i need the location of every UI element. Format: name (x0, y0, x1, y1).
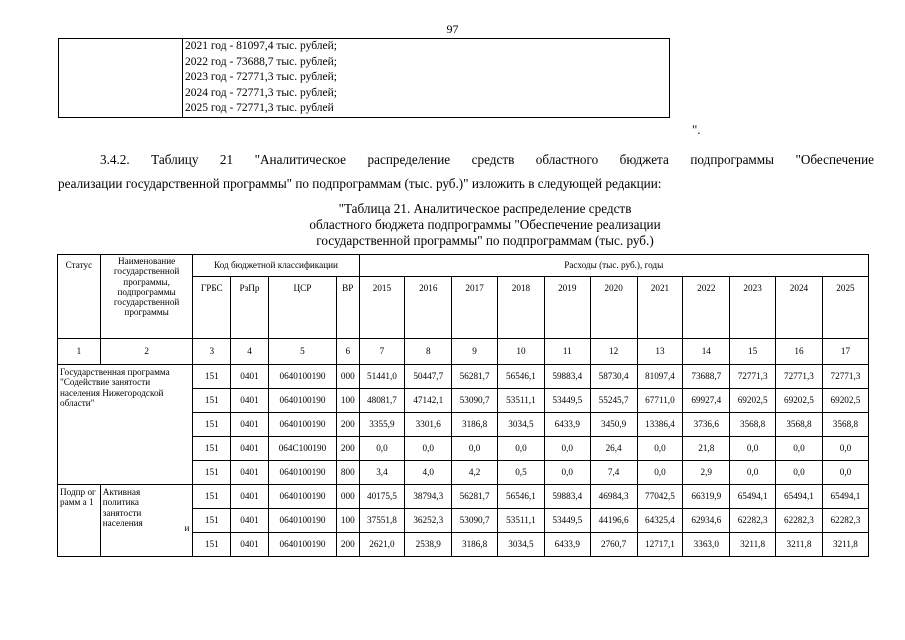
col-number: 15 (730, 339, 776, 365)
expense-cell: 46984,3 (590, 485, 637, 509)
header-rzpr: РзПр (231, 277, 269, 339)
grbs-cell: 151 (193, 437, 231, 461)
grbs-cell: 151 (193, 461, 231, 485)
expense-cell: 69927,4 (683, 389, 730, 413)
header-year: 2017 (452, 277, 498, 339)
closing-quote: ". (692, 122, 701, 137)
expense-cell: 69202,5 (730, 389, 776, 413)
header-grbs: ГРБС (193, 277, 231, 339)
empty-cell (59, 39, 183, 118)
expense-cell: 3034,5 (498, 533, 545, 557)
rzpr-cell: 0401 (231, 389, 269, 413)
expense-cell: 64325,4 (637, 509, 683, 533)
expense-cell: 59883,4 (544, 365, 590, 389)
header-vr: ВР (337, 277, 359, 339)
expense-cell: 2621,0 (359, 533, 405, 557)
expense-cell: 62282,3 (776, 509, 823, 533)
expense-cell: 7,4 (590, 461, 637, 485)
col-number: 11 (544, 339, 590, 365)
expense-cell: 0,5 (498, 461, 545, 485)
expense-cell: 37551,8 (359, 509, 405, 533)
table-title-line: областного бюджета подпрограммы "Обеспечение реализации (309, 217, 661, 232)
expense-cell: 0,0 (776, 437, 823, 461)
expense-cell: 53511,1 (498, 509, 545, 533)
header-year: 2015 (359, 277, 405, 339)
grbs-cell: 151 (193, 389, 231, 413)
expense-cell: 0,0 (776, 461, 823, 485)
funding-line: 2022 год - 73688,7 тыс. рублей; (185, 55, 337, 68)
col-number: 4 (231, 339, 269, 365)
col-number: 2 (100, 339, 193, 365)
col-number: 8 (405, 339, 452, 365)
expense-cell: 4,0 (405, 461, 452, 485)
header-csr: ЦСР (268, 277, 336, 339)
col-number: 6 (337, 339, 359, 365)
expense-cell: 53449,5 (544, 509, 590, 533)
expense-cell: 53449,5 (544, 389, 590, 413)
rzpr-cell: 0401 (231, 461, 269, 485)
rzpr-cell: 0401 (231, 485, 269, 509)
expense-cell: 65494,1 (822, 485, 868, 509)
expense-cell: 56546,1 (498, 365, 545, 389)
expense-cell: 72771,3 (776, 365, 823, 389)
csr-cell: 0640100190 (268, 533, 336, 557)
expense-cell: 44196,6 (590, 509, 637, 533)
csr-cell: 0640100190 (268, 485, 336, 509)
expense-cell: 67711,0 (637, 389, 683, 413)
col-number: 1 (58, 339, 101, 365)
col-number: 9 (452, 339, 498, 365)
vr-cell: 000 (337, 485, 359, 509)
expense-cell: 2538,9 (405, 533, 452, 557)
expense-cell: 0,0 (544, 461, 590, 485)
expense-cell: 0,0 (637, 437, 683, 461)
expense-cell: 0,0 (452, 437, 498, 461)
expense-cell: 62934,6 (683, 509, 730, 533)
expense-cell: 81097,4 (637, 365, 683, 389)
expense-cell: 53511,1 (498, 389, 545, 413)
expense-cell: 3211,8 (822, 533, 868, 557)
funding-line: 2024 год - 72771,3 тыс. рублей; (185, 86, 337, 99)
expense-cell: 12717,1 (637, 533, 683, 557)
expense-cell: 62282,3 (730, 509, 776, 533)
expense-cell: 3211,8 (730, 533, 776, 557)
status-cell: Государственная программа "Содействие занятости населения Нижегородской области" (58, 365, 193, 485)
expense-cell: 2,9 (683, 461, 730, 485)
table-row (58, 485, 869, 509)
table-title-line: "Таблица 21. Аналитическое распределение средств (338, 201, 632, 216)
header-budget-code: Код бюджетной классификации (193, 255, 359, 277)
expense-cell: 3034,5 (498, 413, 545, 437)
subprogram-1-group (58, 485, 869, 557)
rzpr-cell: 0401 (231, 413, 269, 437)
expense-cell: 73688,7 (683, 365, 730, 389)
expense-cell: 51441,0 (359, 365, 405, 389)
header-year: 2025 (822, 277, 868, 339)
vr-cell: 200 (337, 413, 359, 437)
expense-cell: 58730,4 (590, 365, 637, 389)
header-name: Наименование государственной программы, подпрограммы государственной программы (100, 255, 193, 339)
col-number: 12 (590, 339, 637, 365)
vr-cell: 100 (337, 389, 359, 413)
expense-cell: 6433,9 (544, 533, 590, 557)
header-year: 2019 (544, 277, 590, 339)
expense-cell: 59883,4 (544, 485, 590, 509)
csr-cell: 0640100190 (268, 389, 336, 413)
col-number: 10 (498, 339, 545, 365)
rzpr-cell: 0401 (231, 509, 269, 533)
funding-line: 2025 год - 72771,3 тыс. рублей (185, 102, 334, 115)
name-cell (100, 485, 193, 557)
expense-cell: 3186,8 (452, 413, 498, 437)
grbs-cell: 151 (193, 509, 231, 533)
expense-cell: 3450,9 (590, 413, 637, 437)
header-year: 2020 (590, 277, 637, 339)
expense-cell: 66319,9 (683, 485, 730, 509)
table-title-line: государственной программы" по подпрограммам (тыс. руб.) (316, 233, 654, 248)
funding-continuation-table (58, 38, 670, 118)
expense-cell: 69202,5 (776, 389, 823, 413)
header-year: 2024 (776, 277, 823, 339)
expense-cell: 0,0 (822, 437, 868, 461)
col-number: 17 (822, 339, 868, 365)
amendment-paragraph-line1: 3.4.2. Таблицу 21 "Аналитическое распределение средств областного бюджета подпрограммы "Обеспечение (100, 152, 874, 167)
csr-cell: 0640100190 (268, 461, 336, 485)
expense-cell: 0,0 (637, 461, 683, 485)
expense-cell: 56546,1 (498, 485, 545, 509)
header-year: 2016 (405, 277, 452, 339)
expense-cell: 0,0 (730, 461, 776, 485)
expense-cell: 48081,7 (359, 389, 405, 413)
expense-cell: 3355,9 (359, 413, 405, 437)
grbs-cell: 151 (193, 413, 231, 437)
expense-cell: 3363,0 (683, 533, 730, 557)
expense-cell: 3568,8 (776, 413, 823, 437)
header-year: 2023 (730, 277, 776, 339)
header-year: 2018 (498, 277, 545, 339)
expense-cell: 38794,3 (405, 485, 452, 509)
expense-cell: 53090,7 (452, 389, 498, 413)
header-year: 2021 (637, 277, 683, 339)
vr-cell: 000 (337, 365, 359, 389)
expense-cell: 65494,1 (776, 485, 823, 509)
expense-cell: 0,0 (822, 461, 868, 485)
expense-cell: 3211,8 (776, 533, 823, 557)
csr-cell: 0640100190 (268, 365, 336, 389)
vr-cell: 200 (337, 437, 359, 461)
rzpr-cell: 0401 (231, 533, 269, 557)
header-year: 2022 (683, 277, 730, 339)
csr-cell: 0640100190 (268, 413, 336, 437)
expense-cell: 36252,3 (405, 509, 452, 533)
vr-cell: 100 (337, 509, 359, 533)
rzpr-cell: 0401 (231, 437, 269, 461)
expense-cell: 3301,6 (405, 413, 452, 437)
expense-cell: 55245,7 (590, 389, 637, 413)
expense-cell: 0,0 (405, 437, 452, 461)
col-number: 5 (268, 339, 336, 365)
grbs-cell: 151 (193, 365, 231, 389)
subprogram-name: Активная политика занятости населения (102, 487, 143, 528)
expense-cell: 0,0 (498, 437, 545, 461)
expense-cell: 56281,7 (452, 485, 498, 509)
vr-cell: 800 (337, 461, 359, 485)
expense-cell: 77042,5 (637, 485, 683, 509)
expense-cell: 0,0 (730, 437, 776, 461)
col-number: 7 (359, 339, 405, 365)
expense-cell: 2760,7 (590, 533, 637, 557)
expense-cell: 69202,5 (822, 389, 868, 413)
expense-cell: 3186,8 (452, 533, 498, 557)
funding-line: 2023 год - 72771,3 тыс. рублей; (185, 71, 337, 84)
expense-cell: 40175,5 (359, 485, 405, 509)
state-program-group (58, 365, 869, 485)
vr-cell: 200 (337, 533, 359, 557)
expense-cell: 3568,8 (730, 413, 776, 437)
rzpr-cell: 0401 (231, 365, 269, 389)
col-number: 14 (683, 339, 730, 365)
col-number: 16 (776, 339, 823, 365)
col-number: 13 (637, 339, 683, 365)
expense-cell: 72771,3 (822, 365, 868, 389)
expense-cell: 3,4 (359, 461, 405, 485)
funding-by-year-cell (183, 39, 670, 118)
expense-cell: 3736,6 (683, 413, 730, 437)
expense-cell: 13386,4 (637, 413, 683, 437)
expense-cell: 50447,7 (405, 365, 452, 389)
page-number: 97 (446, 22, 459, 36)
column-number-row (58, 339, 869, 365)
expense-cell: 53090,7 (452, 509, 498, 533)
grbs-cell: 151 (193, 533, 231, 557)
csr-cell: 064C100190 (268, 437, 336, 461)
col-number: 3 (193, 339, 231, 365)
expense-cell: 72771,3 (730, 365, 776, 389)
csr-cell: 0640100190 (268, 509, 336, 533)
header-status: Статус (58, 255, 101, 339)
expense-cell: 56281,7 (452, 365, 498, 389)
distribution-table (57, 254, 869, 557)
expense-cell: 62282,3 (822, 509, 868, 533)
header-expenses: Расходы (тыс. руб.), годы (359, 255, 868, 277)
expense-cell: 4,2 (452, 461, 498, 485)
status-cell: Подпр ограмм а 1 (58, 485, 101, 557)
expense-cell: 26,4 (590, 437, 637, 461)
expense-cell: 65494,1 (730, 485, 776, 509)
expense-cell: 47142,1 (405, 389, 452, 413)
expense-cell: 6433,9 (544, 413, 590, 437)
expense-cell: 3568,8 (822, 413, 868, 437)
table-title (250, 201, 720, 249)
expense-cell: 21,8 (683, 437, 730, 461)
subprogram-name-continuation: и (184, 523, 190, 533)
funding-line: 2021 год - 81097,4 тыс. рублей; (185, 40, 337, 52)
table-row (58, 365, 869, 389)
expense-cell: 0,0 (359, 437, 405, 461)
grbs-cell: 151 (193, 485, 231, 509)
amendment-paragraph-line2: реализации государственной программы" по подпрограммам (тыс. руб.)" изложить в следующей редакции: (58, 176, 662, 191)
expense-cell: 0,0 (544, 437, 590, 461)
